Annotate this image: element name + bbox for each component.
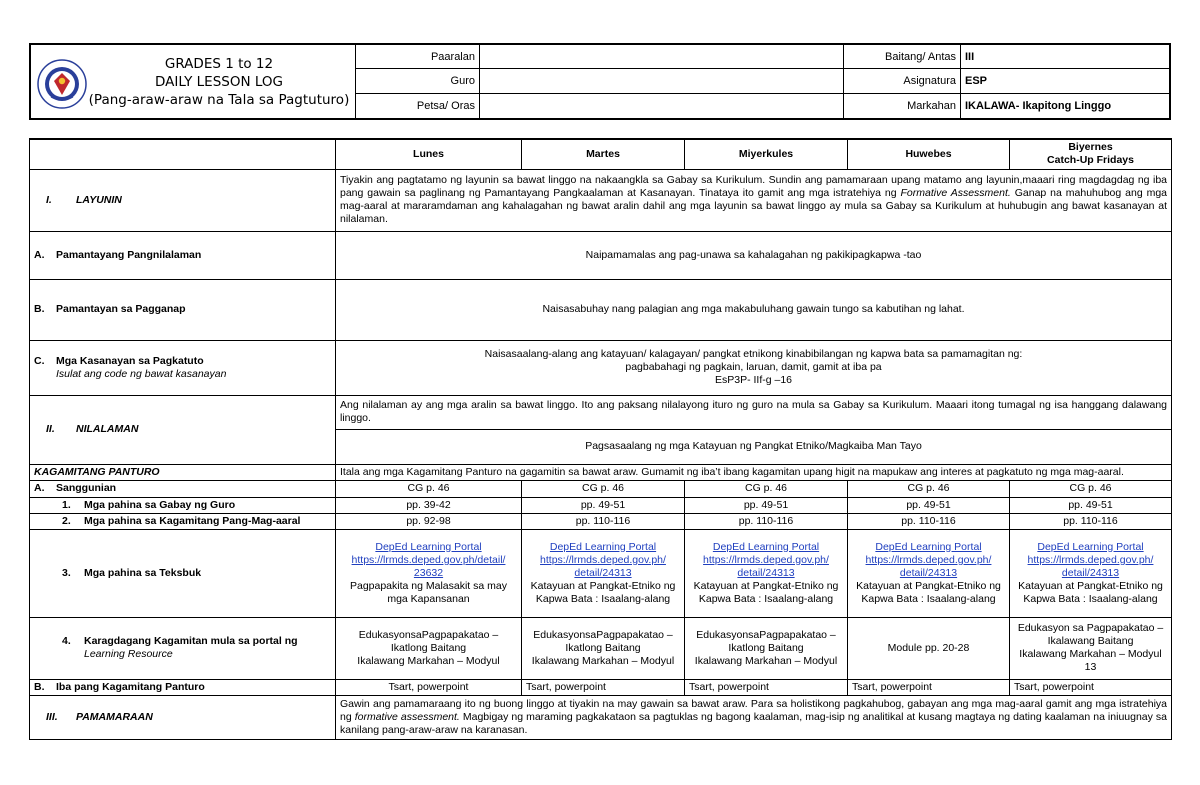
kasanayan-line2: pagbabahagi ng pagkain, laruan, damit, gamit at iba pa — [625, 361, 882, 373]
gg-label: Mga pahina sa Gabay ng Guro — [84, 498, 236, 511]
header-title-block — [31, 45, 356, 118]
title-subtitle: (Pang-araw-araw na Tala sa Pagtuturo) — [88, 92, 350, 108]
portal-link[interactable]: DepEd Learning Portal — [549, 540, 657, 553]
kasanayan-text — [336, 340, 1172, 395]
title-dll: DAILY LESSON LOG — [155, 74, 283, 90]
table-cell: pp. 110-116 — [1010, 513, 1172, 529]
table-cell: pp. 49-51 — [848, 497, 1010, 513]
table-cell: CG p. 46 — [522, 480, 685, 497]
header-info-grid — [356, 45, 1169, 118]
day-miyerkules: Miyerkules — [685, 139, 848, 169]
karagdagan-line2: Ikalawang Baitang — [1047, 635, 1134, 647]
teksbuk-title-line1: Katayuan at Pangkat-Etniko ng — [530, 579, 676, 592]
sg-label: Sanggunian — [56, 482, 117, 494]
teksbuk-title-line2: Kapwa Bata : Isaalang-alang — [861, 592, 996, 605]
label-pamantayang-pangnilalaman — [30, 231, 336, 279]
teksbuk-cell-4 — [848, 529, 1010, 617]
teksbuk-title-line2: mga Kapansanan — [387, 592, 470, 605]
kasanayan-line1: Naisasaalang-alang ang katayuan/ kalagayan/ pangkat etnikong kinabibilangan ng kapwa bata sa pamamagitan ng: — [484, 348, 1023, 360]
table-cell: pp. 110-116 — [522, 513, 685, 529]
pamamaraan-text-part2: Magbigay ng maraming pagkakataon sa pagtuklas ng bagong kaalaman, mag-isip ng analitikal at kusang magtaya ng dating kaalaman na iniuugnay sa kanilang pang-araw-araw na karanasan. — [340, 710, 1167, 736]
table-cell: pp. 92-98 — [336, 513, 522, 529]
layunin-text-part2: Ganap na mahuhubog ang mga mag-aaral at mararamdaman ang kahalagahan ng bawat aralin dahil ang mga layunin sa bawat linggo ay mula sa Gabay sa Kurikulum at huhubugin ang bawat kasanayan at nilalaman. — [340, 187, 1167, 225]
row-nilalaman — [30, 395, 1172, 429]
row-gabay-guro — [30, 497, 1172, 513]
sg-letter: A. — [34, 482, 45, 494]
portal-url-link[interactable]: https://lrmds.deped.gov.ph/ — [865, 553, 992, 566]
row-pamantayan-pagganap — [30, 279, 1172, 340]
kasanayan-code: EsP3P- IIf-g –16 — [714, 374, 793, 386]
layunin-text — [336, 169, 1172, 231]
teksbuk-title-line1: Katayuan at Pangkat-Etniko ng — [856, 579, 1001, 592]
teksbuk-title-line2: Kapwa Bata : Isaalang-alang — [698, 592, 834, 605]
days-corner-cell — [30, 139, 336, 169]
header-titles — [85, 55, 353, 109]
pm-num: III. — [46, 710, 58, 723]
day-huwebes: Huwebes — [848, 139, 1010, 169]
teksbuk-title-line1: Katayuan at Pangkat-Etniko ng — [693, 579, 839, 592]
karagdagan-line1: EdukasyonsaPagpapakatao – — [533, 628, 673, 641]
ks-letter: C. — [34, 354, 45, 367]
day-catchup-label: Catch-Up Fridays — [1047, 154, 1134, 167]
label-asignatura: Asignatura — [844, 69, 961, 94]
teksbuk-cell-5 — [1010, 529, 1172, 617]
days-row — [30, 139, 1172, 169]
pm-label: PAMAMARAAN — [76, 710, 153, 723]
table-cell: Tsart, powerpoint — [1010, 679, 1172, 695]
day-martes: Martes — [522, 139, 685, 169]
km-label: Mga pahina sa Kagamitang Pang-Mag-aaral — [84, 514, 301, 527]
karagdagan-line1: EdukasyonsaPagpapakatao – — [696, 628, 836, 641]
pp-label: Pamantayang Pangnilalaman — [56, 248, 202, 261]
nilalaman-label: NILALAMAN — [76, 423, 139, 435]
pg-label: Pamantayan sa Pagganap — [56, 303, 186, 315]
value-asignatura[interactable]: ESP — [961, 69, 1169, 94]
table-cell: pp. 49-51 — [1010, 497, 1172, 513]
portal-url-link[interactable]: https://lrmds.deped.gov.ph/detail/ — [351, 553, 506, 566]
karagdagan-line2: Ikatlong Baitang — [565, 641, 641, 654]
teksbuk-title-line1: Pagpapakita ng Malasakit sa may — [349, 579, 507, 592]
ks-label: Mga Kasanayan sa Pagkatuto — [56, 354, 204, 367]
portal-url-link[interactable]: https://lrmds.deped.gov.ph/ — [1027, 553, 1154, 566]
portal-link[interactable]: DepEd Learning Portal — [712, 540, 820, 553]
teksbuk-cell-3 — [685, 529, 848, 617]
label-markahan: Markahan — [844, 94, 961, 118]
table-cell: Tsart, powerpoint — [336, 679, 522, 695]
deped-seal-icon — [37, 59, 87, 109]
pg-letter: B. — [34, 303, 45, 315]
nilalaman-topic: Pagsasaalang ng mga Katayuan ng Pangkat Etniko/Magkaiba Man Tayo — [336, 429, 1172, 464]
portal-url-link-tail[interactable]: detail/24313 — [1061, 566, 1120, 579]
karagdagan-line2: Ikatlong Baitang — [728, 641, 804, 654]
table-cell: pp. 49-51 — [685, 497, 848, 513]
gg-num: 1. — [62, 498, 71, 511]
value-markahan[interactable]: IKALAWA- Ikapitong Linggo — [965, 100, 1112, 112]
teksbuk-title-line1: Katayuan at Pangkat-Etniko ng — [1018, 579, 1163, 592]
layunin-label: LAYUNIN — [76, 193, 122, 206]
karagdagan-line1: Module pp. 20-28 — [887, 641, 970, 654]
layunin-text-italic: Formative Assessment. — [900, 187, 1011, 199]
portal-link[interactable]: DepEd Learning Portal — [875, 540, 982, 553]
table-cell: CG p. 46 — [685, 480, 848, 497]
ib-letter: B. — [34, 680, 45, 693]
row-teksbuk — [30, 529, 1172, 617]
table-cell: pp. 39-42 — [336, 497, 522, 513]
row-layunin — [30, 169, 1172, 231]
km-num: 2. — [62, 514, 71, 527]
teksbuk-cell-2 — [522, 529, 685, 617]
row-sanggunian — [30, 480, 1172, 497]
portal-url-link-tail[interactable]: detail/24313 — [574, 566, 632, 579]
pamamaraan-text-italic: formative assessment. — [354, 710, 460, 723]
portal-url-link[interactable]: https://lrmds.deped.gov.ph/ — [540, 553, 666, 566]
karagdagan-line4: 13 — [1084, 661, 1097, 673]
label-guro: Guro — [356, 69, 480, 94]
karagdagan-line2: Ikatlong Baitang — [390, 641, 467, 654]
label-kasanayan — [30, 340, 336, 395]
row-kagamitan — [30, 464, 1172, 480]
pamamaraan-text — [336, 695, 1172, 739]
label-pamamaraan — [30, 695, 336, 739]
label-teksbuk — [30, 529, 336, 617]
label-nilalaman — [30, 395, 336, 464]
karagdagan-cell-3 — [685, 617, 848, 679]
karagdagan-cell-4 — [848, 617, 1010, 679]
row-kagamitang-mag-aaral — [30, 513, 1172, 529]
pp-letter: A. — [34, 248, 45, 261]
karagdagan-cell-1 — [336, 617, 522, 679]
table-cell: pp. 110-116 — [685, 513, 848, 529]
karagdagan-line3: Ikalawang Markahan – Modyul — [694, 654, 838, 667]
ks-sublabel: Isulat ang code ng bawat kasanayan — [56, 367, 227, 380]
karagdagan-cell-5 — [1010, 617, 1172, 679]
portal-url-link[interactable]: https://lrmds.deped.gov.ph/ — [703, 553, 829, 566]
karagdagan-line1: Edukasyon sa Pagpapakatao – — [1017, 622, 1164, 634]
pamamaraan-text-part1: Gawin ang pamamaraang ito ng buong linggo at tiyakin na may gawain sa bawat araw. Para sa holistikong pagkahubog, gabayan ang mga mag-aaral gamit ang mga istratehiya ng — [340, 697, 1167, 723]
portal-link[interactable]: DepEd Learning Portal — [1037, 540, 1144, 553]
table-cell: CG p. 46 — [336, 480, 522, 497]
karagdagan-cell-2 — [522, 617, 685, 679]
layunin-num: I. — [46, 193, 52, 206]
karagdagan-line3: Ikalawang Markahan – Modyul — [1019, 648, 1162, 660]
row-iba-pang — [30, 679, 1172, 695]
lesson-log-table — [29, 138, 1172, 740]
kg-num: 4. — [62, 635, 71, 647]
portal-url-link-tail[interactable]: detail/24313 — [737, 566, 795, 579]
row-pamamaraan — [30, 695, 1172, 739]
karagdagan-line3: Ikalawang Markahan – Modyul — [357, 654, 500, 667]
nilalaman-text: Ang nilalaman ay ang mga aralin sa bawat linggo. Ito ang paksang nilalayong ituro ng guro na mula sa Gabay sa Kurikulum. Maaari itong tumagal ng isa hanggang dalawang linggo. — [336, 395, 1172, 429]
portal-url-link-tail[interactable]: detail/24313 — [899, 566, 958, 579]
table-cell: Tsart, powerpoint — [522, 679, 685, 695]
label-karagdagan — [30, 617, 336, 679]
label-sanggunian — [30, 480, 336, 497]
label-kagamitang-mag-aaral — [30, 513, 336, 529]
pamantayang-pangnilalaman-text: Naipamamalas ang pag-unawa sa kahalagahan ng pakikipagkapwa -tao — [336, 231, 1172, 279]
karagdagan-line1: EdukasyonsaPagpapakatao – — [358, 628, 499, 641]
kagamitan-text: Itala ang mga Kagamitang Panturo na gagamitin sa bawat araw. Gumamit ng iba’t ibang kagamitan upang higit na mapukaw ang interes at pagkatuto ng mga mag-aaral. — [336, 464, 1172, 480]
teksbuk-cell-1 — [336, 529, 522, 617]
row-kasanayan — [30, 340, 1172, 395]
day-biyernes-label: Biyernes — [1068, 141, 1113, 154]
layunin-text-part1: Tiyakin ang pagtatamo ng layunin sa bawat linggo na nakaangkla sa Gabay sa Kurikulum. Sundin ang pamamaraan upang matamo ang layunin,maaari ring magdagdag ng iba pang gawain sa paglinang ng Pamantayang Pangkaalaman at Kasanayan. Tinataya ito gamit ang mga istratehiya ng — [340, 174, 1167, 199]
label-kagamitan: KAGAMITANG PANTURO — [30, 464, 336, 480]
tb-label: Mga pahina sa Teksbuk — [84, 566, 202, 579]
value-paaralan[interactable] — [480, 45, 844, 69]
value-guro[interactable] — [480, 69, 844, 94]
label-paaralan: Paaralan — [356, 45, 480, 69]
label-iba-pang — [30, 679, 336, 695]
karagdagan-line3: Ikalawang Markahan – Modyul — [531, 654, 675, 667]
portal-link[interactable]: DepEd Learning Portal — [375, 540, 482, 553]
title-grades: GRADES 1 to 12 — [164, 56, 274, 72]
ib-label: Iba pang Kagamitang Panturo — [56, 680, 205, 693]
tb-num: 3. — [62, 566, 71, 579]
teksbuk-title-line2: Kapwa Bata : Isaalang-alang — [1023, 592, 1158, 605]
teksbuk-title-line2: Kapwa Bata : Isaalang-alang — [535, 592, 671, 605]
label-pamantayan-pagganap — [30, 279, 336, 340]
day-biyernes — [1010, 139, 1172, 169]
row-pamantayang-pangnilalaman — [30, 231, 1172, 279]
label-layunin — [30, 169, 336, 231]
row-karagdagan — [30, 617, 1172, 679]
value-baitang[interactable]: III — [961, 45, 1169, 69]
pamantayan-pagganap-text: Naisasabuhay nang palagian ang mga makabuluhang gawain tungo sa kabutihan ng lahat. — [336, 279, 1172, 340]
day-lunes: Lunes — [336, 139, 522, 169]
table-cell: pp. 110-116 — [848, 513, 1010, 529]
nilalaman-num: II. — [46, 423, 55, 435]
label-petsa: Petsa/ Oras — [356, 94, 480, 118]
label-baitang: Baitang/ Antas — [844, 45, 961, 69]
table-cell: CG p. 46 — [848, 480, 1010, 497]
label-gabay-guro — [30, 497, 336, 513]
table-cell: CG p. 46 — [1010, 480, 1172, 497]
value-petsa[interactable] — [480, 94, 844, 118]
portal-url-link-tail[interactable]: 23632 — [413, 566, 444, 579]
kg-sublabel: Learning Resource — [84, 648, 173, 660]
table-cell: Tsart, powerpoint — [685, 679, 848, 695]
kg-label: Karagdagang Kagamitan mula sa portal ng — [84, 635, 298, 647]
table-cell: pp. 49-51 — [522, 497, 685, 513]
lesson-log-header — [29, 43, 1171, 120]
table-cell: Tsart, powerpoint — [848, 679, 1010, 695]
